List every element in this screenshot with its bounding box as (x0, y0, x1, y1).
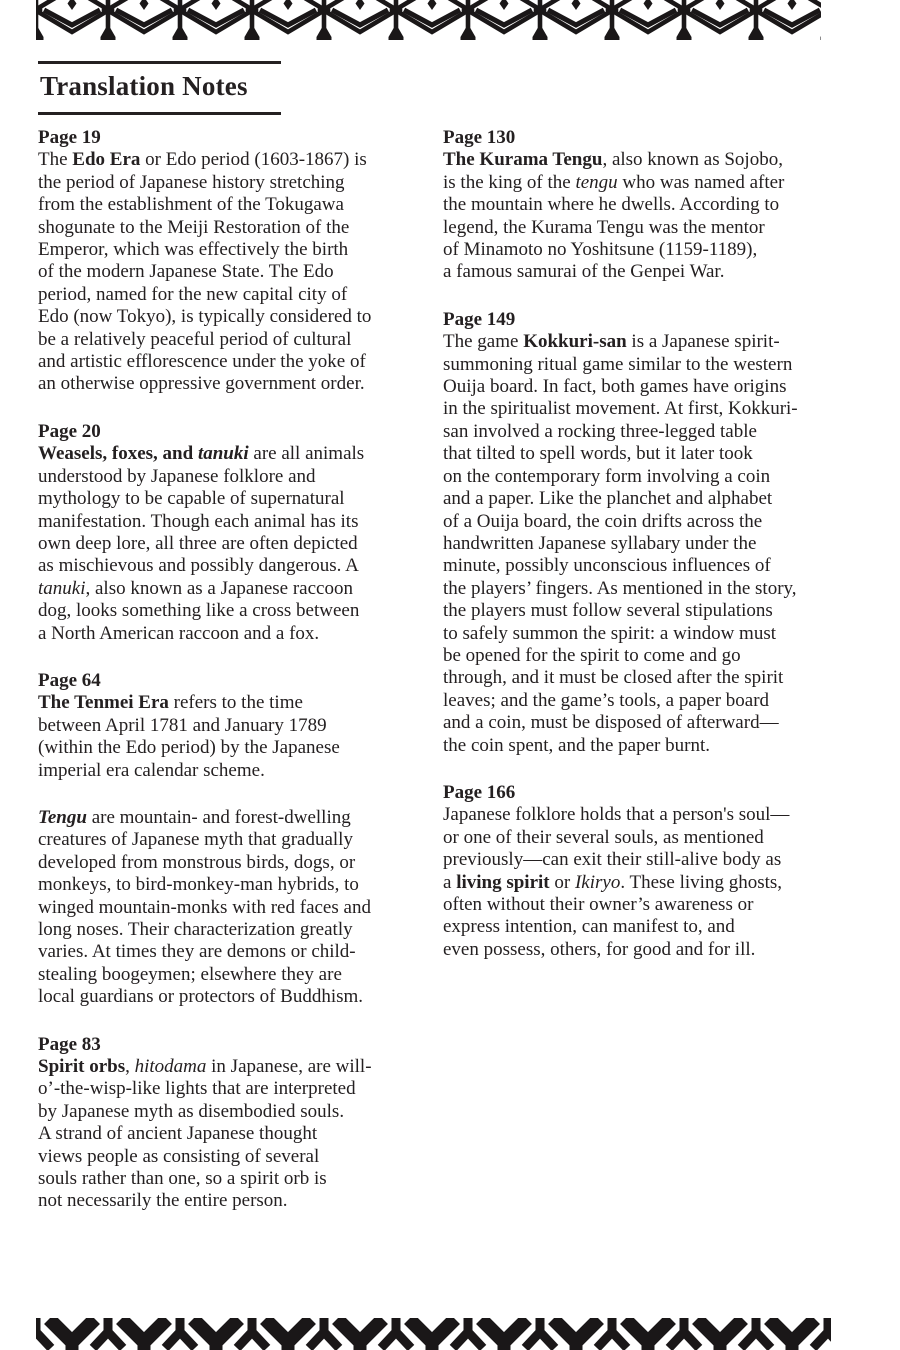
text-line (38, 149, 418, 171)
text-line (38, 852, 418, 874)
text-line (38, 1168, 418, 1190)
text-line (38, 239, 418, 261)
note-paragraph (38, 692, 418, 782)
note-paragraph (38, 443, 418, 645)
text-line (38, 1146, 418, 1168)
note-paragraph (443, 331, 873, 757)
text-line (38, 194, 418, 216)
text-line (443, 172, 873, 194)
text-line (443, 804, 873, 826)
text-line (443, 872, 873, 894)
text-run: an otherwise oppressive government order. (38, 373, 365, 395)
text-line (443, 645, 873, 667)
text-line (38, 578, 418, 600)
text-run: The game (443, 331, 524, 353)
text-line (38, 715, 418, 737)
text-run: in Japanese, are will- (206, 1056, 372, 1078)
note-paragraph (38, 807, 418, 1009)
text-run: are mountain- and forest-dwelling (86, 806, 351, 828)
text-line (38, 737, 418, 759)
text-run: is the king of the (443, 171, 576, 193)
text-run: on the contemporary form involving a coin (443, 465, 771, 487)
text-run: Ouija board. In fact, both games have origins (443, 376, 787, 398)
text-run: and a paper. Like the planchet and alphabet (443, 488, 773, 510)
page-reference-heading: Page 166 (443, 781, 516, 803)
text-run: that tilted to spell words, but it later took (443, 443, 753, 465)
text-line (443, 194, 873, 216)
text-run: a (443, 871, 457, 893)
text-run: The Tenmei Era (38, 692, 169, 714)
text-run: of the modern Japanese State. The Edo (38, 261, 334, 283)
text-line (443, 667, 873, 689)
text-line (443, 398, 873, 420)
text-run: and artistic efflorescence under the yoke of (38, 351, 366, 373)
text-line (38, 284, 418, 306)
text-run: varies. At times they are demons or child- (38, 941, 356, 963)
text-line (443, 827, 873, 849)
text-run: imperial era calendar scheme. (38, 759, 265, 781)
text-run: own deep lore, all three are often depicted (38, 532, 358, 554)
text-line (443, 849, 873, 871)
text-run: . These living ghosts, (620, 871, 783, 893)
text-run: living spirit (456, 871, 550, 893)
text-line (443, 376, 873, 398)
text-line (38, 807, 418, 829)
text-line (38, 261, 418, 283)
note-paragraph (38, 149, 418, 395)
text-run: Weasels, foxes, and (38, 443, 198, 465)
text-line (38, 373, 418, 395)
text-run: through, and it must be closed after the spirit (443, 667, 784, 689)
text-line (443, 331, 873, 353)
text-run: summoning ritual game similar to the western (443, 353, 793, 375)
note-paragraph (443, 804, 873, 961)
text-run: Ikiryo (574, 871, 621, 893)
text-line (38, 351, 418, 373)
notes-column-right (443, 127, 873, 986)
text-run: and a coin, must be disposed of afterward— (443, 712, 779, 734)
text-line (443, 217, 873, 239)
text-run: shogunate to the Meiji Restoration of the (38, 216, 350, 238)
text-line (38, 217, 418, 239)
text-line (443, 600, 873, 622)
text-run: the players must follow several stipulations (443, 600, 773, 622)
text-run: of Minamoto no Yoshitsune (1159-1189), (443, 239, 758, 261)
text-line (443, 239, 873, 261)
text-run: express intention, can manifest to, and (443, 916, 735, 938)
text-run: minute, possibly unconscious influences of (443, 555, 771, 577)
text-line (38, 897, 418, 919)
text-run: , also known as a Japanese raccoon (85, 577, 353, 599)
text-run: legend, the Kurama Tengu was the mentor (443, 216, 765, 238)
note-section (443, 782, 873, 961)
text-run: views people as consisting of several (38, 1145, 320, 1167)
text-run: between April 1781 and January 1789 (38, 714, 327, 736)
text-line (38, 986, 418, 1008)
text-line (38, 964, 418, 986)
text-line (38, 692, 418, 714)
text-run: the players’ fingers. As mentioned in the story, (443, 577, 797, 599)
text-run: tanuki (197, 443, 249, 465)
text-run: o’-the-wisp-like lights that are interpreted (38, 1078, 356, 1100)
text-line (38, 1190, 418, 1212)
text-run: or one of their several souls, as mentioned (443, 826, 764, 848)
text-run: of a Ouija board, the coin drifts across the (443, 510, 763, 532)
text-run: a North American raccoon and a fox. (38, 622, 320, 644)
text-line (443, 443, 873, 465)
text-run: are all animals (248, 443, 365, 465)
text-line (443, 555, 873, 577)
text-line (38, 1101, 418, 1123)
text-run: not necessarily the entire person. (38, 1190, 288, 1212)
text-run: period, named for the new capital city of (38, 283, 348, 305)
text-run: from the establishment of the Tokugawa (38, 194, 344, 216)
text-run: leaves; and the game’s tools, a paper board (443, 689, 770, 711)
text-run: hitodama (134, 1056, 207, 1078)
text-run: or Edo period (1603-1867) is (140, 149, 367, 171)
text-line (38, 919, 418, 941)
text-run: Spirit orbs (38, 1056, 126, 1078)
text-line (38, 1056, 418, 1078)
text-line (38, 306, 418, 328)
text-run: (within the Edo period) by the Japanese (38, 737, 340, 759)
text-line (38, 1078, 418, 1100)
note-section (38, 421, 418, 645)
top-border-pattern (36, 0, 821, 40)
text-run: san involved a rocking three-legged table (443, 420, 757, 442)
text-run: even possess, others, for good and for ill. (443, 938, 756, 960)
text-run: is a Japanese spirit- (626, 331, 780, 353)
note-section (443, 127, 873, 284)
note-paragraph (38, 1056, 418, 1213)
text-run: Edo Era (72, 149, 141, 171)
text-run: the period of Japanese history stretching (38, 171, 345, 193)
text-run: long noses. Their characterization greatly (38, 919, 353, 940)
note-section (38, 1034, 418, 1213)
text-line (38, 829, 418, 851)
notes-column-left (38, 127, 418, 1238)
text-run: mythology to be capable of supernatural (38, 488, 345, 510)
page-reference-heading: Page 20 (38, 420, 101, 442)
note-paragraph (443, 149, 873, 283)
text-line (38, 466, 418, 488)
page-reference-heading: Page 83 (38, 1033, 101, 1055)
text-run: by Japanese myth as disembodied souls. (38, 1100, 345, 1122)
text-run: the mountain where he dwells. According to (443, 194, 780, 216)
text-line (38, 555, 418, 577)
text-line (443, 511, 873, 533)
text-run: understood by Japanese folklore and (38, 465, 316, 487)
page-reference-heading: Page 64 (38, 669, 101, 691)
text-run: tengu (575, 171, 618, 193)
text-line (443, 354, 873, 376)
note-section (38, 670, 418, 1009)
text-run: handwritten Japanese syllabary under the (443, 532, 757, 554)
text-run: the coin spent, and the paper burnt. (443, 734, 710, 756)
text-run: monkeys, to bird-monkey-man hybrids, to (38, 874, 359, 896)
text-run: manifestation. Though each animal has its (38, 510, 359, 532)
text-line (443, 623, 873, 645)
text-line (443, 916, 873, 938)
text-line (443, 488, 873, 510)
text-run: Kokkuri-san (523, 331, 627, 353)
text-run: be a relatively peaceful period of cultural (38, 328, 352, 350)
page-title: Translation Notes (38, 61, 281, 115)
text-run: Japanese folklore holds that a person's soul— (443, 804, 790, 826)
text-run: Edo (now Tokyo), is typically considered to (38, 306, 372, 328)
text-run: refers to the time (168, 692, 303, 714)
text-run: , also known as Sojobo, (602, 149, 783, 171)
text-run: who was named after (617, 171, 785, 193)
text-line (443, 261, 873, 283)
text-line (443, 690, 873, 712)
text-run: The Kurama Tengu (443, 149, 603, 171)
text-run: be opened for the spirit to come and go (443, 644, 741, 666)
note-section (38, 127, 418, 396)
text-line (443, 466, 873, 488)
text-run: a famous samurai of the Genpei War. (443, 261, 725, 283)
text-run: Tengu (38, 806, 87, 828)
text-line (443, 578, 873, 600)
text-line (38, 941, 418, 963)
text-line (38, 760, 418, 782)
text-run: winged mountain-monks with red faces and (38, 896, 371, 918)
text-line (443, 533, 873, 555)
text-line (443, 939, 873, 961)
text-run: developed from monstrous birds, dogs, or (38, 851, 356, 873)
text-run: tanuki (38, 577, 86, 599)
text-line (443, 712, 873, 734)
text-run: , (125, 1056, 135, 1078)
text-line (38, 1123, 418, 1145)
text-run: previously—can exit their still-alive body as (443, 849, 782, 871)
text-run: stealing boogeymen; elsewhere they are (38, 963, 342, 985)
text-run: Emperor, which was effectively the birth (38, 239, 349, 261)
bottom-border-pattern (36, 1318, 831, 1350)
text-line (38, 443, 418, 465)
page-reference-heading: Page 130 (443, 127, 516, 148)
text-line (443, 894, 873, 916)
text-run: souls rather than one, so a spirit orb is (38, 1168, 327, 1190)
page-reference-heading: Page 149 (443, 308, 516, 330)
text-line (443, 421, 873, 443)
page-reference-heading: Page 19 (38, 127, 101, 148)
text-run: as mischievous and possibly dangerous. A (38, 555, 359, 577)
text-run: The (38, 149, 73, 171)
text-run: to safely summon the spirit: a window must (443, 622, 777, 644)
text-run: creatures of Japanese myth that gradually (38, 829, 353, 851)
text-run: often without their owner’s awareness or (443, 894, 754, 915)
text-line (443, 149, 873, 171)
text-run: in the spiritualist movement. At first, Kokkuri- (443, 398, 798, 420)
text-line (38, 511, 418, 533)
note-section (443, 309, 873, 757)
text-line (38, 600, 418, 622)
text-line (38, 488, 418, 510)
text-run: dog, looks something like a cross between (38, 600, 360, 622)
text-run: or (549, 871, 575, 893)
text-line (38, 874, 418, 896)
text-run: A strand of ancient Japanese thought (38, 1123, 318, 1145)
text-line (443, 735, 873, 757)
text-line (38, 329, 418, 351)
text-line (38, 533, 418, 555)
text-run: local guardians or protectors of Buddhism. (38, 986, 364, 1008)
text-line (38, 623, 418, 645)
text-line (38, 172, 418, 194)
